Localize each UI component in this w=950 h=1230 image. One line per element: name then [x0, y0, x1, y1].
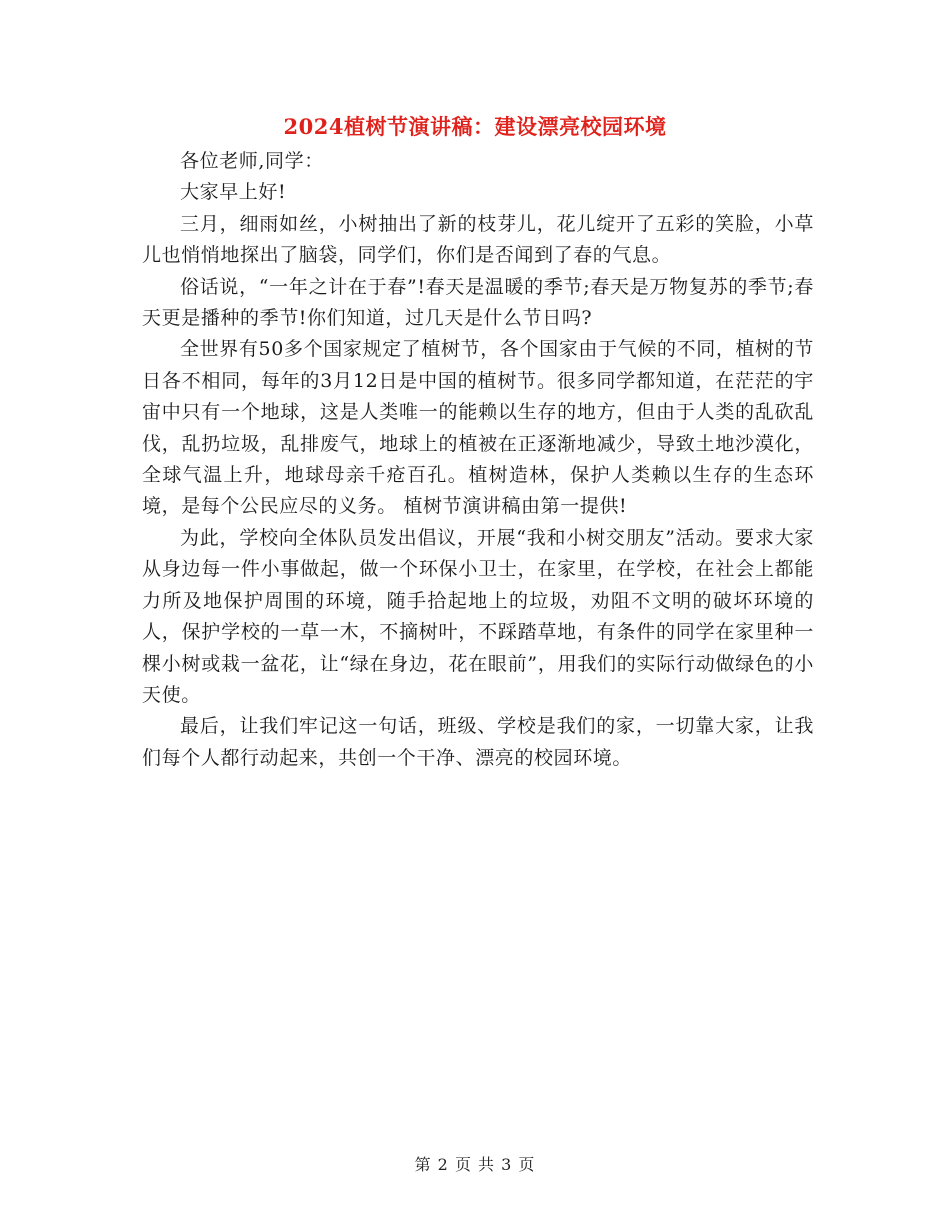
- paragraph-spring-scene: 三月，细雨如丝，小树抽出了新的枝芽儿，花儿绽开了五彩的笑脸，小草儿也悄悄地探出了脑袋，同学们，你们是否闻到了春的气息。: [142, 212, 814, 267]
- page-number-footer: 第 2 页 共 3 页: [414, 1155, 536, 1174]
- document-body: [142, 146, 814, 774]
- paragraph-greeting: 大家早上好!: [180, 181, 287, 204]
- paragraph-initiative: 为此，学校向全体队员发出倡议，开展“我和小树交朋友”活动。要求大家从身边每一件小事做起，做一个环保小卫士，在家里，在学校，在社会上都能力所及地保护周围的环境，随手拾起地上的垃圾，劝阻不文明的破坏环境的人，保护学校的一草一木，不摘树叶，不踩踏草地，有条件的同学在家里种一棵小树或栽一盆花，让“绿在身边，花在眼前”，用我们的实际行动做绿色的小天使。: [142, 526, 814, 706]
- paragraph-proverb: 俗话说，“一年之计在于春”!春天是温暖的季节;春天是万物复苏的季节;春天更是播种的季节!你们知道，过几天是什么节日吗?: [142, 275, 814, 330]
- paragraph-closing: 最后，让我们牢记这一句话，班级、学校是我们的家，一切靠大家，让我们每个人都行动起来，共创一个干净、漂亮的校园环境。: [142, 715, 814, 769]
- paragraph-arbor-day: 全世界有50多个国家规定了植树节，各个国家由于气候的不同，植树的节日各不相同，每年的3月12日是中国的植树节。很多同学都知道，在茫茫的宇宙中只有一个地球，这是人类唯一的能赖以生存的地方，但由于人类的乱砍乱伐，乱扔垃圾，乱排废气，地球上的植被在正逐渐地减少，导致土地沙漠化，全球气温上升，地球母亲千疮百孔。植树造林，保护人类赖以生存的生态环境，是每个公民应尽的义务。 植树节演讲稿由第一提供!: [142, 338, 814, 518]
- paragraph-salutation: 各位老师,同学：: [180, 150, 324, 172]
- document-title: 2024植树节演讲稿：建设漂亮校园环境: [283, 114, 667, 139]
